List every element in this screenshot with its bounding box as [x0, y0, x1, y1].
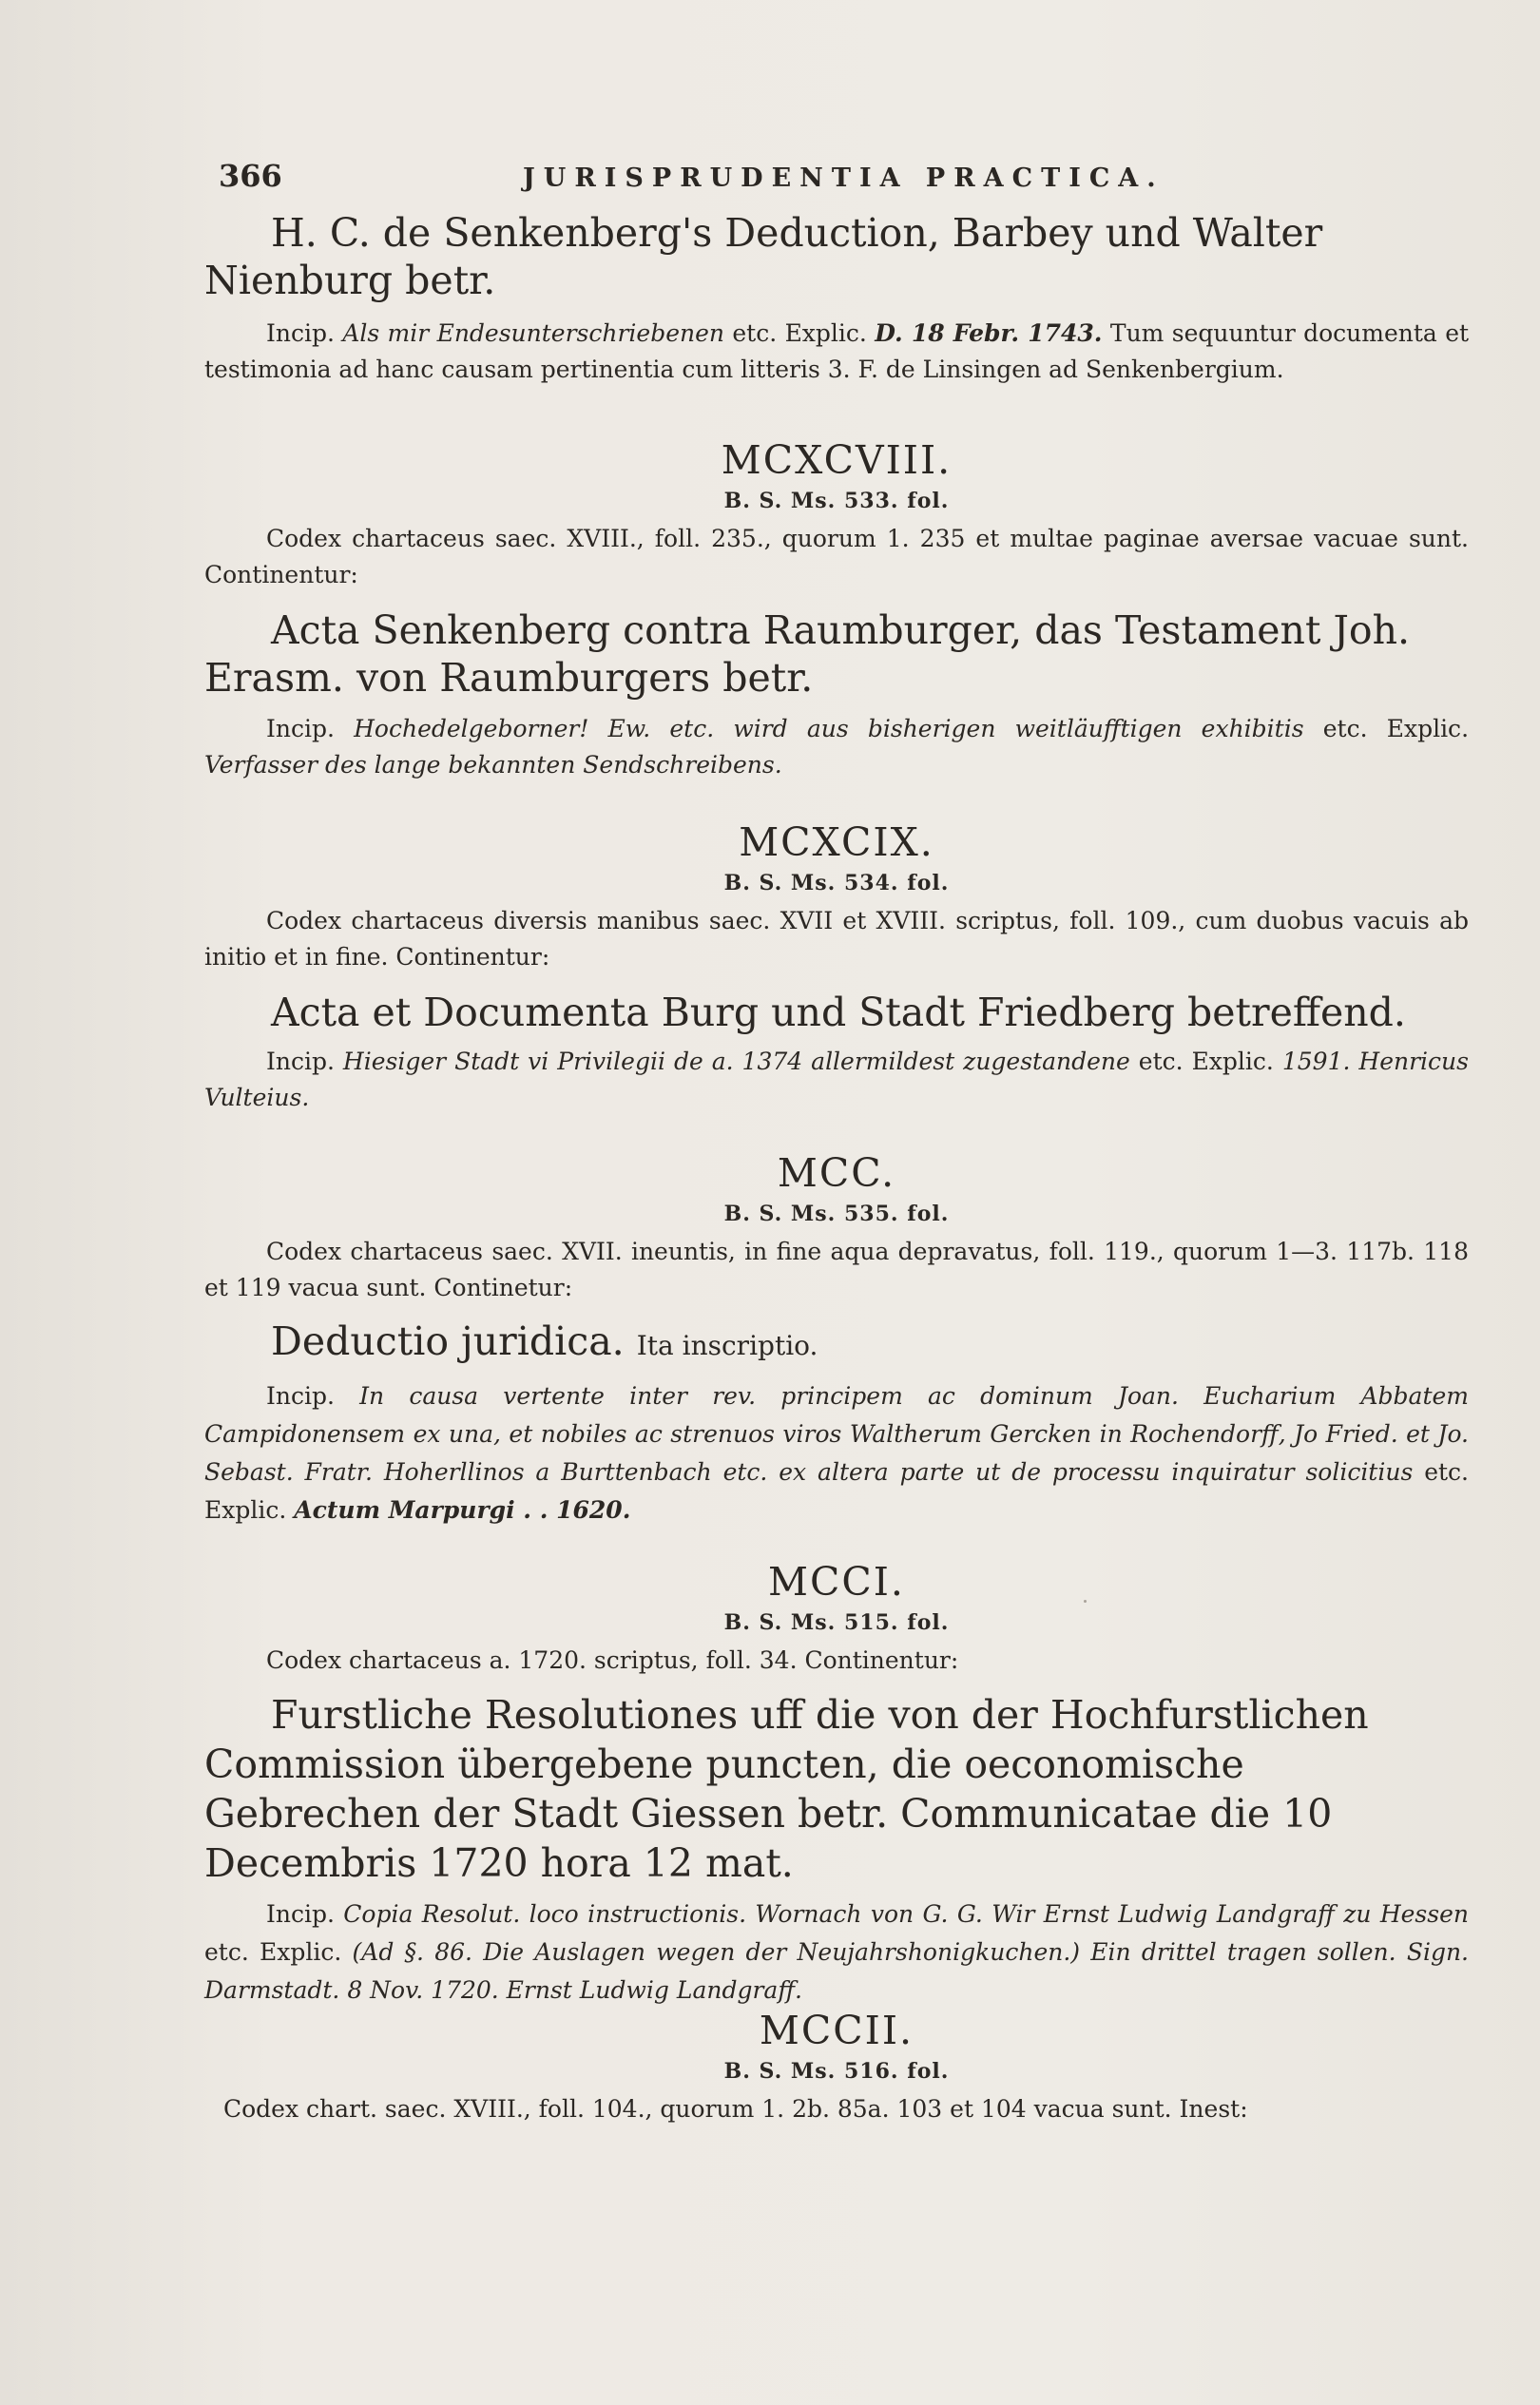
entry-title: Deductio juridica. Ita inscriptio.: [271, 1318, 818, 1364]
entry-title: Acta et Documenta Burg und Stadt Friedberg betreffend.: [271, 990, 1406, 1035]
shelfmark: B. S. Ms. 534. fol.: [723, 871, 950, 895]
codex-number: MCXCIX.: [739, 819, 934, 865]
entry-title: H. C. de Senkenberg's Deduction, Barbey und Walter Nienburg betr.: [204, 210, 1323, 303]
codex-description: Codex chartaceus diversis manibus saec. XVII et XVIII. scriptus, foll. 109., cum duobus vacuis ab initio et in fine. Continentur:: [204, 907, 1469, 971]
incipit-paragraph: Incip. Copia Resolut. loco instructionis. Wornach von G. G. Wir Ernst Ludwig Landgraff zu Hessen etc. Explic. (Ad §. 86. Die Auslagen wegen der Neujahrshonigkuchen.) Ein drittel tragen sollen. Sign. Darmstadt. 8 Nov. 1720. Ernst Ludwig Landgraff.: [204, 1900, 1469, 2004]
entry-mccii: [204, 2008, 1469, 2127]
entry-senkenberg-deduction: [204, 209, 1469, 388]
incipit-paragraph: Incip. Als mir Endesunterschriebenen etc. Explic. D. 18 Febr. 1743. Tum sequuntur documenta et testimonia ad hanc causam pertinentia cum litteris 3. F. de Linsingen ad Senkenbergium.: [204, 319, 1470, 383]
incipit-paragraph: Incip. In causa vertente inter rev. principem ac dominum Joan. Eucharium Abbatem Campidonensem ex una, et nobiles ac strenuos viros Waltherum Gercken in Rochendorff, Jo Fried. et Jo. Sebast. Fratr. Hoherllinos a Burttenbach etc. ex altera parte ut de processu inquiratur solicitius etc. Explic. Actum Marpurgi . . 1620.: [204, 1382, 1469, 1524]
shelfmark: B. S. Ms. 515. fol.: [723, 1610, 950, 1635]
codex-number: MCCI.: [768, 1559, 905, 1605]
codex-number: MCXCVIII.: [721, 437, 953, 483]
entry-mcc: [204, 1150, 1469, 1530]
running-title: JURISPRUDENTIA PRACTICA.: [523, 164, 1165, 193]
shelfmark: B. S. Ms. 535. fol.: [723, 1202, 950, 1226]
entry-title: Furstliche Resolutiones uff die von der Hochfurstlichen Commission übergebene puncten, die oeconomische Gebrechen der Stadt Giessen betr. Communicatae die 10 Decembris 1720 hora 12 mat.: [204, 1692, 1369, 1886]
codex-number: MCC.: [777, 1150, 896, 1196]
page-header: [214, 150, 1193, 207]
codex-number: MCCII.: [759, 2008, 914, 2053]
codex-description: Codex chartaceus saec. XVIII., foll. 235., quorum 1. 235 et multae paginae aversae vacuae sunt. Continentur:: [204, 525, 1469, 588]
entry-mcci: [204, 1559, 1469, 2010]
entry-mcxcix: [204, 819, 1469, 1116]
page-number: 366: [219, 158, 282, 194]
paper-speck: [1084, 1600, 1087, 1603]
codex-description: Codex chartaceus a. 1720. scriptus, foll. 34. Continentur:: [266, 1646, 959, 1674]
shelfmark: B. S. Ms. 516. fol.: [723, 2059, 950, 2084]
entry-title: Acta Senkenberg contra Raumburger, das Testament Joh. Erasm. von Raumburgers betr.: [204, 607, 1411, 701]
incipit-paragraph: Incip. Hochedelgeborner! Ew. etc. wird aus bisherigen weitläufftigen exhibitis etc. Explic. Verfasser des lange bekannten Sendschreibens.: [204, 715, 1470, 779]
codex-description: Codex chart. saec. XVIII., foll. 104., quorum 1. 2b. 85a. 103 et 104 vacua sunt. Inest:: [223, 2095, 1248, 2123]
codex-description: Codex chartaceus saec. XVII. ineuntis, in fine aqua depravatus, foll. 119., quorum 1—3. 117b. 118 et 119 vacua sunt. Continetur:: [204, 1238, 1469, 1301]
shelfmark: B. S. Ms. 533. fol.: [723, 489, 950, 513]
incipit-paragraph: Incip. Hiesiger Stadt vi Privilegii de a. 1374 allermildest zugestandene etc. Explic. 1591. Henricus Vulteius.: [204, 1048, 1469, 1111]
entry-mcxcviii: [204, 437, 1469, 783]
